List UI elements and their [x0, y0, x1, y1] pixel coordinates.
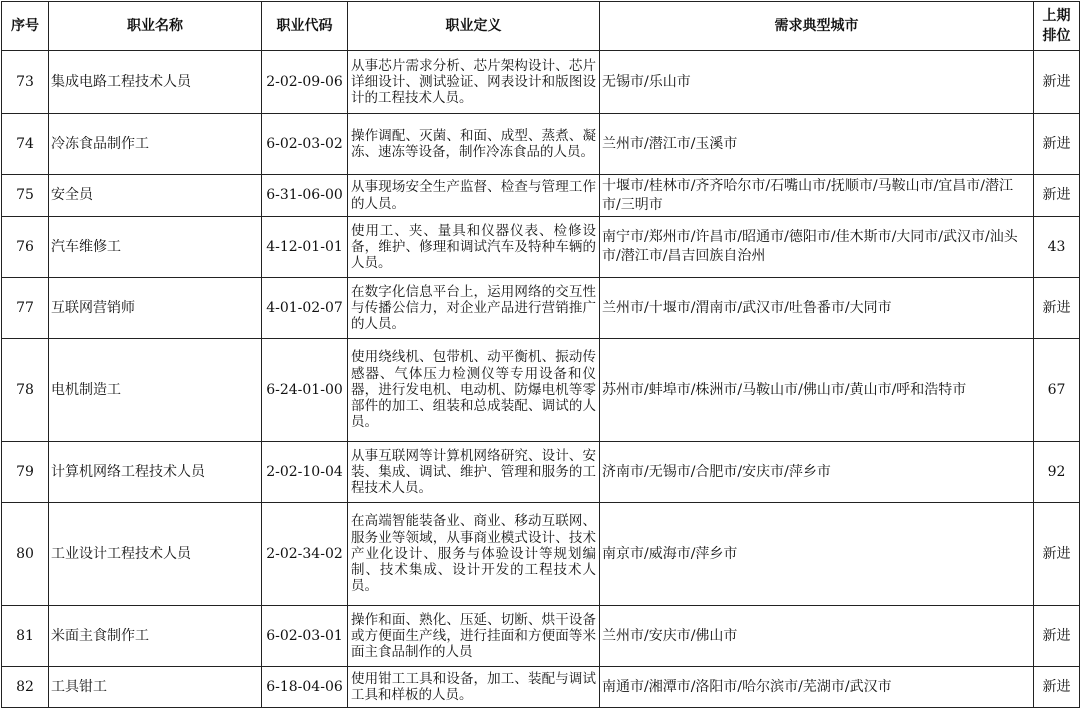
cell-seq: 81	[2, 606, 49, 667]
cell-name: 安全员	[49, 175, 262, 217]
table-body	[2, 51, 1080, 708]
table-row	[2, 442, 1080, 503]
cell-name: 集成电路工程技术人员	[49, 51, 262, 114]
cell-cities: 济南市/无锡市/合肥市/安庆市/萍乡市	[600, 442, 1034, 503]
cell-definition: 操作调配、灭菌、和面、成型、蒸煮、凝冻、速冻等设备，制作冷冻食品的人员。	[348, 114, 600, 175]
cell-code: 4-12-01-01	[262, 217, 348, 278]
header-code: 职业代码	[262, 2, 348, 51]
cell-seq: 74	[2, 114, 49, 175]
cell-name: 汽车维修工	[49, 217, 262, 278]
cell-seq: 82	[2, 667, 49, 708]
cell-rank: 新进	[1034, 278, 1080, 339]
table-header-row	[2, 2, 1080, 51]
cell-code: 6-31-06-00	[262, 175, 348, 217]
table-row	[2, 175, 1080, 217]
cell-seq: 77	[2, 278, 49, 339]
cell-cities: 苏州市/蚌埠市/株洲市/马鞍山市/佛山市/黄山市/呼和浩特市	[600, 339, 1034, 442]
cell-rank: 92	[1034, 442, 1080, 503]
cell-name: 工业设计工程技术人员	[49, 503, 262, 606]
cell-cities: 南宁市/郑州市/许昌市/昭通市/德阳市/佳木斯市/大同市/武汉市/汕头市/潜江市/昌吉回族自治州	[600, 217, 1034, 278]
cell-name: 电机制造工	[49, 339, 262, 442]
cell-cities: 兰州市/安庆市/佛山市	[600, 606, 1034, 667]
cell-name: 米面主食制作工	[49, 606, 262, 667]
cell-rank: 67	[1034, 339, 1080, 442]
cell-code: 2-02-10-04	[262, 442, 348, 503]
table-row	[2, 51, 1080, 114]
cell-seq: 79	[2, 442, 49, 503]
cell-definition: 从事芯片需求分析、芯片架构设计、芯片详细设计、测试验证、网表设计和版图设计的工程技术人员。	[348, 51, 600, 114]
cell-name: 互联网营销师	[49, 278, 262, 339]
cell-name: 工具钳工	[49, 667, 262, 708]
cell-definition: 在高端智能装备业、商业、移动互联网、服务业等领域，从事商业模式设计、技术产业化设计、服务与体验设计等规划编制、技术集成、设计开发的工程技术人员。	[348, 503, 600, 606]
occupation-table	[1, 1, 1080, 708]
cell-cities: 兰州市/十堰市/渭南市/武汉市/吐鲁番市/大同市	[600, 278, 1034, 339]
cell-cities: 南京市/威海市/萍乡市	[600, 503, 1034, 606]
cell-cities: 兰州市/潜江市/玉溪市	[600, 114, 1034, 175]
cell-seq: 75	[2, 175, 49, 217]
cell-seq: 73	[2, 51, 49, 114]
cell-definition: 从事现场安全生产监督、检查与管理工作的人员。	[348, 175, 600, 217]
cell-name: 计算机网络工程技术人员	[49, 442, 262, 503]
table-row	[2, 606, 1080, 667]
table-row	[2, 217, 1080, 278]
cell-definition: 从事互联网等计算机网络研究、设计、安装、集成、调试、维护、管理和服务的工程技术人员。	[348, 442, 600, 503]
cell-seq: 80	[2, 503, 49, 606]
cell-rank: 新进	[1034, 667, 1080, 708]
cell-code: 2-02-34-02	[262, 503, 348, 606]
table-row	[2, 278, 1080, 339]
cell-cities: 无锡市/乐山市	[600, 51, 1034, 114]
cell-name: 冷冻食品制作工	[49, 114, 262, 175]
header-cities: 需求典型城市	[600, 2, 1034, 51]
cell-rank: 新进	[1034, 51, 1080, 114]
header-definition: 职业定义	[348, 2, 600, 51]
cell-code: 2-02-09-06	[262, 51, 348, 114]
cell-rank: 43	[1034, 217, 1080, 278]
cell-cities: 十堰市/桂林市/齐齐哈尔市/石嘴山市/抚顺市/马鞍山市/宜昌市/潜江市/三明市	[600, 175, 1034, 217]
cell-seq: 76	[2, 217, 49, 278]
cell-definition: 使用钳工工具和设备，加工、装配与调试工具和样板的人员。	[348, 667, 600, 708]
cell-rank: 新进	[1034, 175, 1080, 217]
header-rank: 上期排位	[1034, 2, 1080, 51]
cell-code: 4-01-02-07	[262, 278, 348, 339]
header-seq: 序号	[2, 2, 49, 51]
table-row	[2, 339, 1080, 442]
cell-definition: 使用绕线机、包带机、动平衡机、振动传感器、气体压力检测仪等专用设备和仪器，进行发电机、电动机、防爆电机等零部件的加工、组装和总成装配、调试的人员。	[348, 339, 600, 442]
cell-code: 6-18-04-06	[262, 667, 348, 708]
cell-rank: 新进	[1034, 606, 1080, 667]
table-row	[2, 667, 1080, 708]
cell-definition: 使用工、夹、量具和仪器仪表、检修设备，维护、修理和调试汽车及特种车辆的人员。	[348, 217, 600, 278]
cell-definition: 在数字化信息平台上，运用网络的交互性与传播公信力，对企业产品进行营销推广的人员。	[348, 278, 600, 339]
cell-rank: 新进	[1034, 503, 1080, 606]
table-row	[2, 503, 1080, 606]
cell-code: 6-02-03-01	[262, 606, 348, 667]
cell-rank: 新进	[1034, 114, 1080, 175]
cell-seq: 78	[2, 339, 49, 442]
cell-definition: 操作和面、熟化、压延、切断、烘干设备或方便面生产线，进行挂面和方便面等米面主食品制作的人员	[348, 606, 600, 667]
cell-code: 6-02-03-02	[262, 114, 348, 175]
cell-code: 6-24-01-00	[262, 339, 348, 442]
header-name: 职业名称	[49, 2, 262, 51]
cell-cities: 南通市/湘潭市/洛阳市/哈尔滨市/芜湖市/武汉市	[600, 667, 1034, 708]
table-row	[2, 114, 1080, 175]
